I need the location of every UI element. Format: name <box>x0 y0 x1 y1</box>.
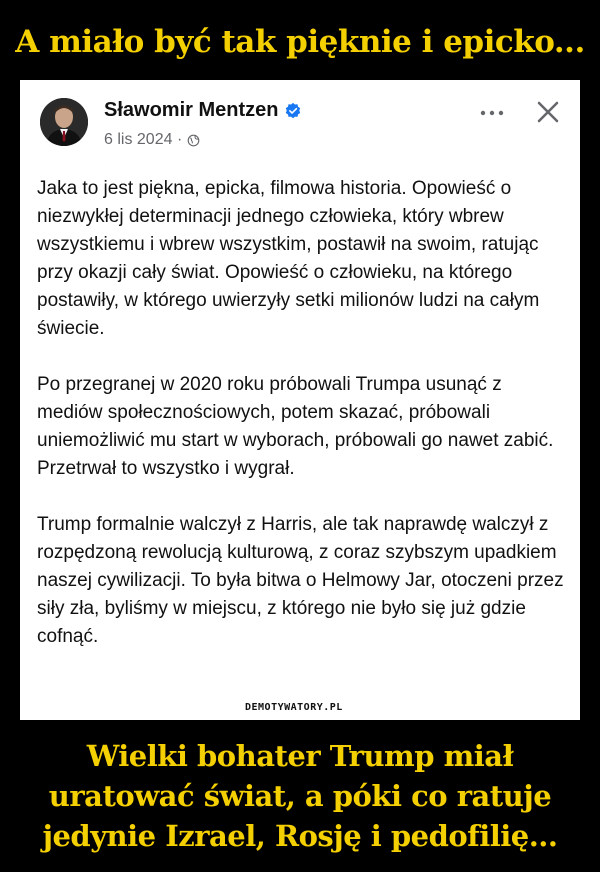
facebook-post-screenshot <box>20 80 580 720</box>
post-paragraph: Jaka to jest piękna, epicka, filmowa historia. Opowieść o niezwykłej determinacji jednego człowieka, który wbrew wszystkiemu i wbrew wszystkim, postawił na swoim, ratując przy okazji cały świat. Opowieść o człowieku, na którego postawiły, w którego uwierzyły setki milionów ludzi na całym świecie. <box>37 178 540 339</box>
close-icon <box>534 98 562 126</box>
author-name[interactable]: Sławomir Mentzen <box>104 99 279 121</box>
bottom-caption: Wielki bohater Trump miał uratować świat, a póki co ratuje jedynie Izrael, Rosję i pedofilię... <box>42 739 558 853</box>
verified-badge-icon <box>284 102 302 120</box>
post-paragraph: Po przegranej w 2020 roku próbowali Trumpa usunąć z mediów społecznościowych, potem skazać, próbowali uniemożliwić mu start w wyborach, próbowali go nawet zabić. Przetrwał to wszystko i wygrał. <box>37 374 554 479</box>
more-options-button[interactable] <box>478 103 506 123</box>
post-date[interactable]: 6 lis 2024 · <box>104 131 183 148</box>
post-author[interactable] <box>104 99 302 122</box>
author-avatar[interactable] <box>40 98 88 146</box>
globe-icon <box>187 134 200 147</box>
site-watermark: DEMOTYWATORY.PL <box>245 702 343 713</box>
post-text <box>37 175 567 679</box>
more-dots-icon <box>480 110 504 116</box>
avatar-portrait-icon <box>40 98 88 146</box>
post-paragraph: Trump formalnie walczył z Harris, ale tak naprawdę walczył z rozpędzoną rewolucją kulturową, z coraz szybszym upadkiem naszej cywilizacji. To była bitwa o Helmowy Jar, otoczeni przez siły zła, byliśmy w miejscu, z którego nie było się już gdzie cofnąć. <box>37 514 564 647</box>
close-button[interactable] <box>534 98 562 126</box>
post-meta <box>104 131 200 149</box>
top-title: A miało być tak pięknie i epicko... <box>15 24 585 60</box>
